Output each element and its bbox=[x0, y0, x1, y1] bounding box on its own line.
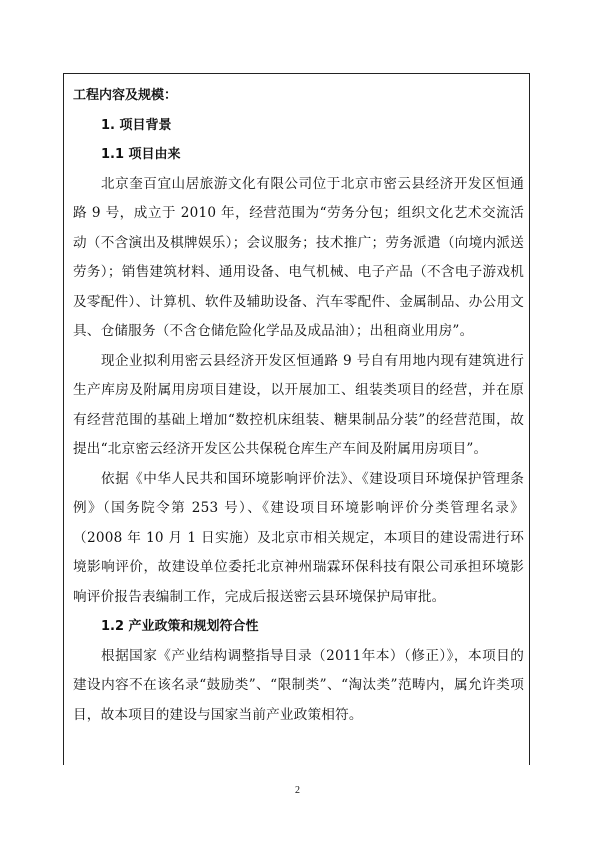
paragraph-policy-compliance: 根据国家《产业结构调整指导目录（2011年本）（修正）》，本项目的建设内容不在该名录“鼓励类”、“限制类”、“淘汰类”范畴内，属允许类项目，故本项目的建设与国家当前产业政策相符。 bbox=[73, 647, 524, 723]
document-body bbox=[73, 81, 524, 730]
page-number: 2 bbox=[295, 785, 300, 796]
paragraph-company-intro: 北京奎百宜山居旅游文化有限公司位于北京市密云县经济开发区恒通路 9 号，成立于 2010 年，经营范围为“劳务分包；组织文化艺术交流活动（不含演出及棋牌娱乐）；会议服务；技术推广；劳务派遣（向境内派送劳务）；销售建筑材料、通用设备、电气机械、电子产品（不含电子游戏机及零配件）、计算机、软件及辅助设备、汽车零配件、金属制品、办公用文具、仓储服务（不含仓储危险化学品及成品油）；出租商业用房”。 bbox=[73, 175, 524, 339]
section-1-1-title: 1.1 项目由来 bbox=[101, 147, 181, 162]
section-1-2-title: 1.2 产业政策和规划符合性 bbox=[101, 619, 259, 634]
section-heading: 工程内容及规模： bbox=[73, 88, 178, 103]
paragraph-legal-basis: 依据《中华人民共和国环境影响评价法》、《建设项目环境保护管理条例》（国务院令第 253 号）、《建设项目环境影响评价分类管理名录》（2008 年 10 月 1 日实施）及北京市相关规定，本项目的建设需进行环境影响评价，故建设单位委托北京神州瑞霖环保科技有限公司承担环境影响评价报告表编制工作，完成后报送密云县环境保护局审批。 bbox=[73, 470, 524, 605]
paragraph-project-plan: 现企业拟利用密云县经济开发区恒通路 9 号自有用地内现有建筑进行生产库房及附属用房项目建设，以开展加工、组装类项目的经营，并在原有经营范围的基础上增加“数控机床组装、糖果制品分装”的经营范围，故提出“北京密云经济开发区公共保税仓库生产车间及附属用房项目”。 bbox=[73, 352, 524, 457]
section-1-title: 1. 项目背景 bbox=[101, 117, 172, 133]
